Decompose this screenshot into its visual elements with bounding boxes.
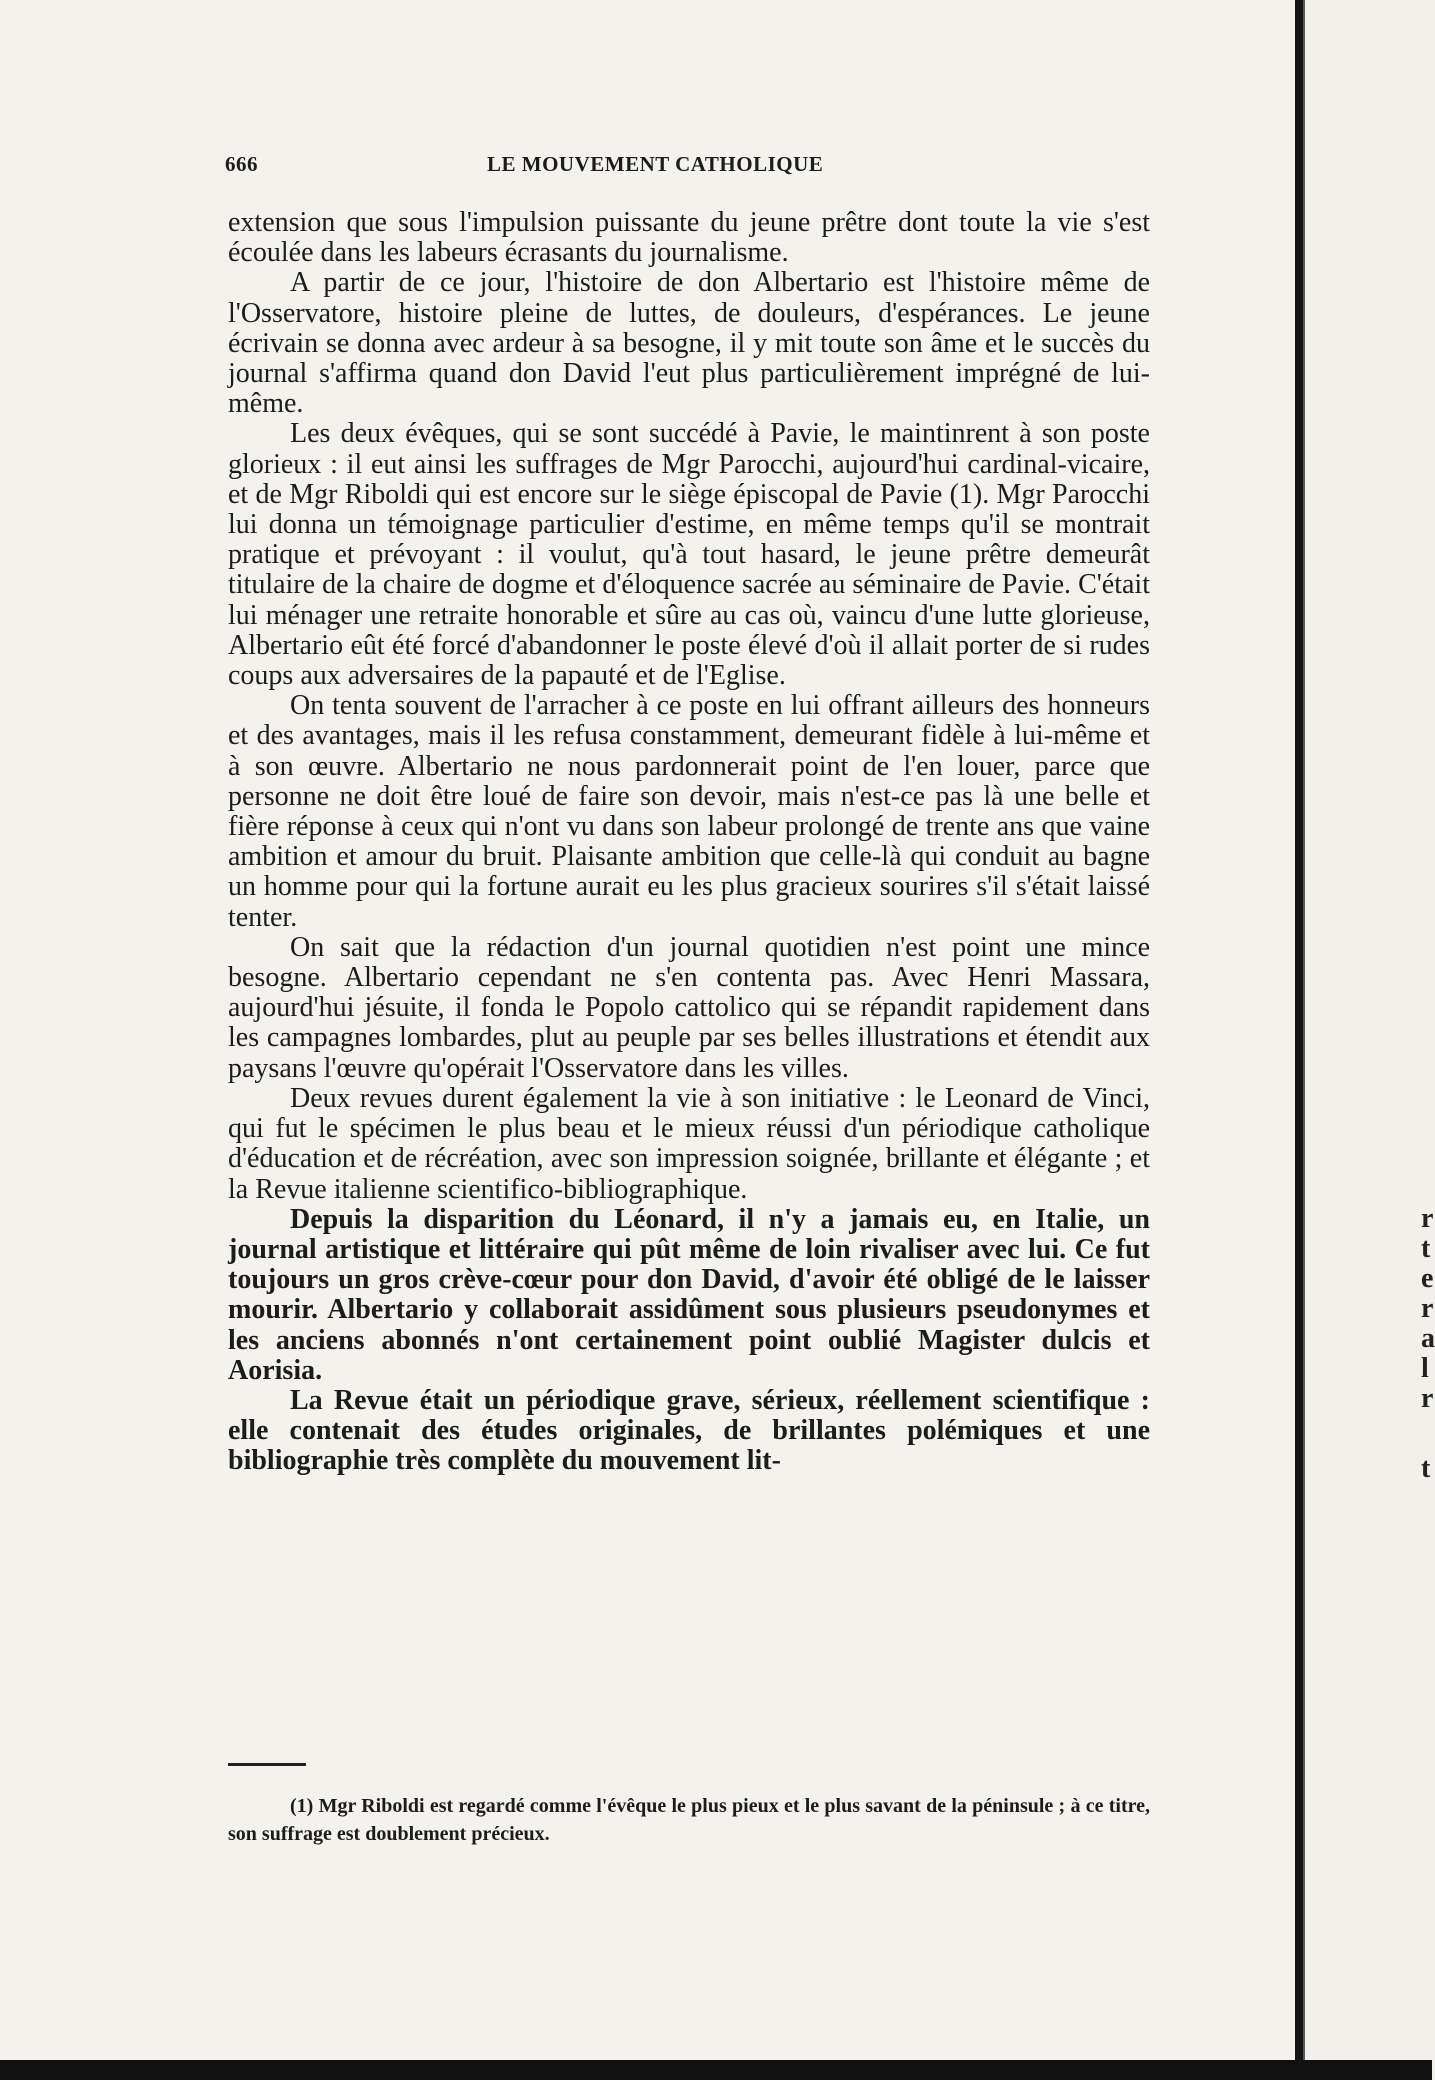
paragraph-2: A partir de ce jour, l'histoire de don Albertario est l'histoire même de l'Osservatore, histoire pleine de luttes, de douleurs, d'espérances. Le jeune écrivain se donna avec ardeur à sa besogne, il y mit toute son âme et le succès du journal s'affirma quand don David l'eut plus particulièrement imprégné de lui-même. — [228, 267, 1150, 420]
adjacent-page-edge — [1303, 0, 1434, 2080]
footnote-rule — [228, 1763, 306, 1766]
book-gutter — [1295, 0, 1303, 2080]
paragraph-5: On sait que la rédaction d'un journal quotidien n'est point une mince besogne. Albertario cependant ne s'en contenta pas. Avec Henri Massara, aujourd'hui jésuite, il fonda le Popolo cattolico qui se répandit rapidement dans les campagnes lombardes, plut au peuple par ses belles illustrations et étendit aux paysans l'œuvre qu'opérait l'Osservatore dans les villes. — [228, 931, 1150, 1084]
adjacent-fragment: e — [1421, 1263, 1434, 1294]
adjacent-fragment: t — [1421, 1453, 1431, 1484]
running-title: LE MOUVEMENT CATHOLIQUE — [487, 152, 824, 176]
paragraph-4: On tenta souvent de l'arracher à ce poste en lui offrant ailleurs des honneurs et des avantages, mais il les refusa constamment, demeurant fidèle à lui-même et à son œuvre. Albertario ne nous pardonnerait point de l'en louer, parce que personne ne doit être loué de faire son devoir, mais n'est-ce pas là une belle et fière réponse à ceux qui n'ont vu dans son labeur prolongé de trente ans que vaine ambition et amour du bruit. Plaisante ambition que celle-là qui conduit au bagne un homme pour qui la fortune aurait eu les plus gracieux sourires s'il s'était laissé tenter. — [228, 690, 1150, 933]
scan-bottom-edge — [0, 2060, 1432, 2080]
paragraph-7: Depuis la disparition du Léonard, il n'y a jamais eu, en Italie, un journal artistique et littéraire qui pût même de loin rivaliser avec lui. Ce fut toujours un gros crève-cœur pour don David, d'avoir été obligé de le laisser mourir. Albertario y collaborait assidûment sous plusieurs pseudonymes et les anciens abonnés n'ont certainement point oublié Magister dulcis et Aorisia. — [228, 1203, 1150, 1386]
adjacent-fragment: a — [1421, 1323, 1435, 1354]
adjacent-fragment: r — [1421, 1203, 1434, 1234]
footnote: (1) Mgr Riboldi est regardé comme l'évêque le plus pieux et le plus savant de la péninsule ; à ce titre, son suffrage est doublement précieux. — [228, 1795, 1150, 1845]
body-text — [228, 208, 1150, 1477]
page-number: 666 — [225, 152, 258, 176]
paragraph-8: La Revue était un périodique grave, sérieux, réellement scientifique : elle contenait des études originales, de brillantes polémiques et une bibliographie très complète du mouvement lit- — [228, 1384, 1150, 1477]
adjacent-fragment: r — [1421, 1383, 1434, 1414]
paragraph-6: Deux revues durent également la vie à son initiative : le Leonard de Vinci, qui fut le spécimen le plus beau et le mieux réussi d'un périodique catholique d'éducation et de récréation, avec son impression soignée, brillante et élégante ; et la Revue italienne scientifico-bibliographique. — [228, 1082, 1150, 1205]
paragraph-1: extension que sous l'impulsion puissante du jeune prêtre dont toute la vie s'est écoulée dans les labeurs écrasants du journalisme. — [228, 207, 1150, 269]
paragraph-3: Les deux évêques, qui se sont succédé à Pavie, le maintinrent à son poste glorieux : il eut ainsi les suffrages de Mgr Parocchi, aujourd'hui cardinal-vicaire, et de Mgr Riboldi qui est encore sur le siège épiscopal de Pavie (1). Mgr Parocchi lui donna un témoignage particulier d'estime, en même temps qu'il se montrait pratique et prévoyant : il voulut, qu'à tout hasard, le jeune prêtre demeurât titulaire de la chaire de dogme et d'éloquence sacrée au séminaire de Pavie. C'était lui ménager une retraite honorable et sûre au cas où, vaincu d'une lutte glorieuse, Albertario eût été forcé d'abandonner le poste élevé d'où il allait porter de si rudes coups aux adversaires de la papauté et de l'Eglise. — [228, 418, 1150, 692]
adjacent-fragment: l — [1421, 1353, 1429, 1384]
adjacent-fragment: t — [1421, 1233, 1431, 1264]
adjacent-fragment: r — [1421, 1293, 1434, 1324]
